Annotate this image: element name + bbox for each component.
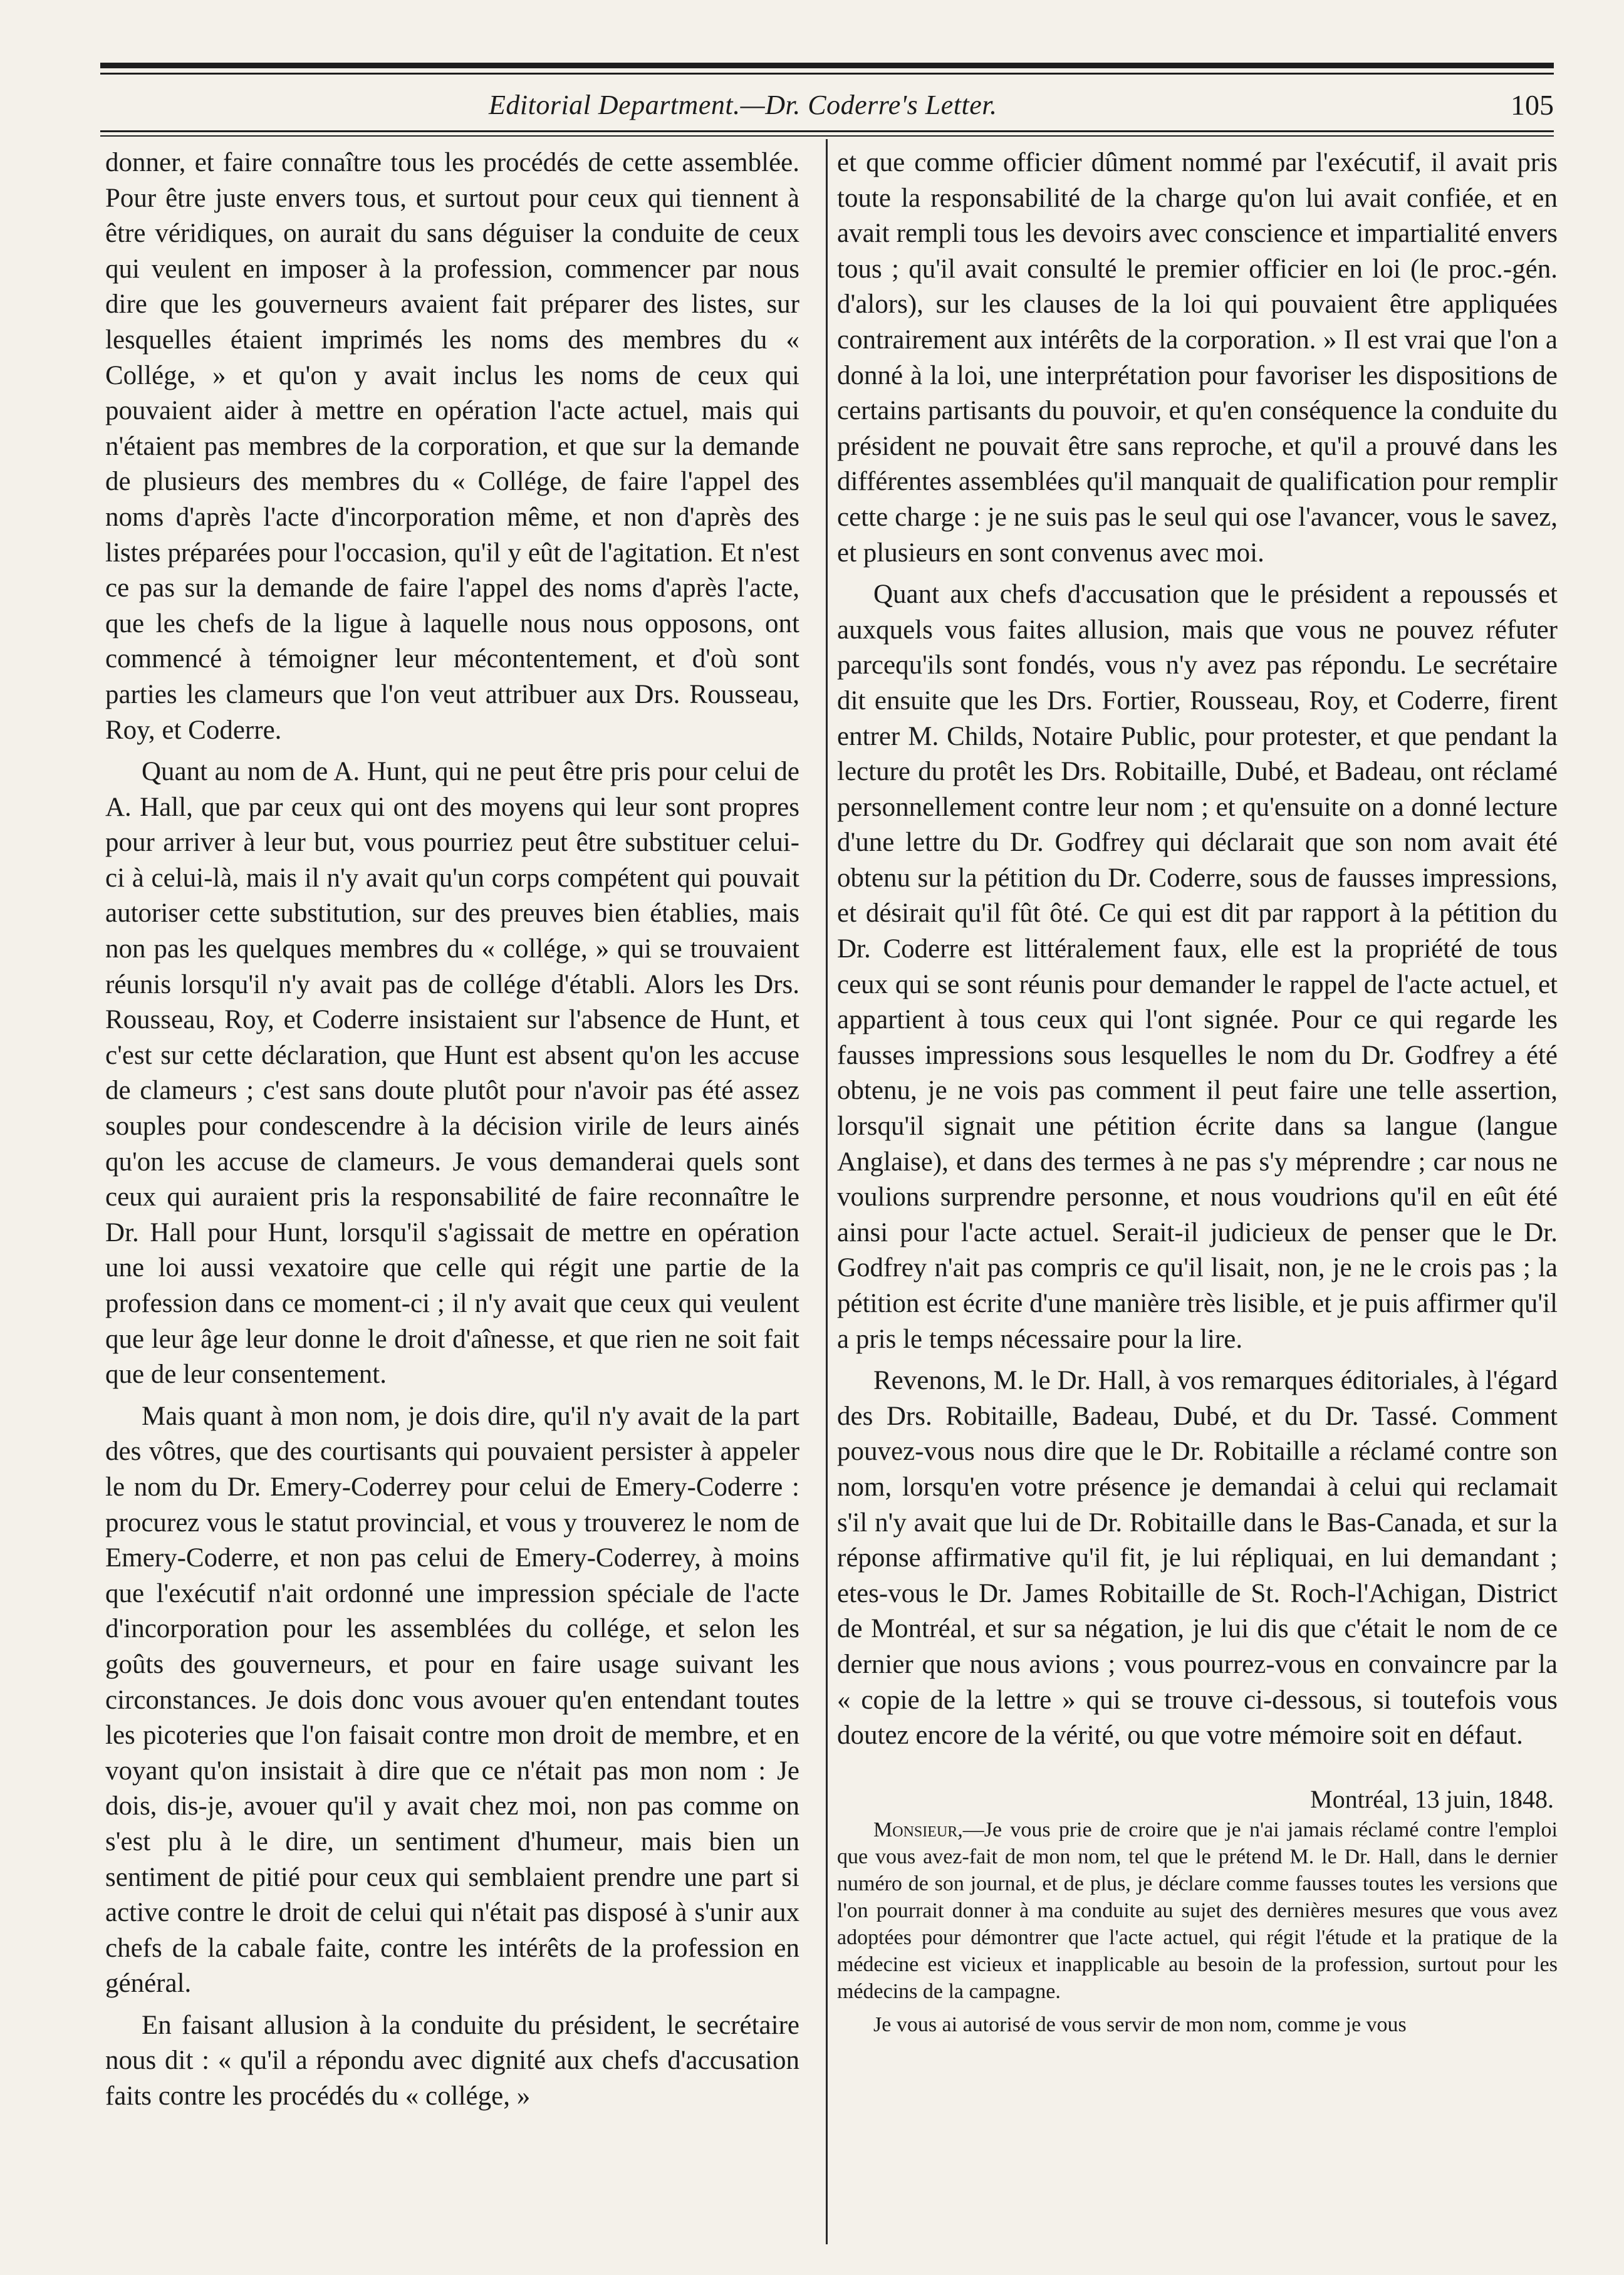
header-underline-thin xyxy=(100,135,1554,137)
letter-salutation: Monsieur, xyxy=(873,1818,963,1841)
running-header xyxy=(100,80,1554,130)
header-underline xyxy=(100,130,1554,132)
letter-body: —Je vous prie de croire que je n'ai jamais réclamé contre l'emploi que vous avez-fait de mon nom, tel que le prétend M. le Dr. Hall, dans le dernier numéro de son journal, et de plus, je déclare comme fausses toutes les versions que l'on pourrait donner à ma conduite au sujet des dernières mesures que vous avez adoptées pour démontrer que l'acte actuel, qui régit l'étude et la pratique de la médecine est vicieux et inapplicable au besoin de la profession, surtout pour les médecins de la campagne. xyxy=(837,1818,1558,2003)
header-rule-thin xyxy=(100,73,1554,75)
paragraph: Quant aux chefs d'accusation que le président a repoussés et auxquels vous faites allusion, mais que vous ne pouvez réfuter parcequ'ils sont fondés, vous n'y avez pas répondu. Le secrétaire dit ensuite que les Drs. Fortier, Rousseau, Roy, et Coderre, firent entrer M. Childs, Notaire Public, pour protester, et que pendant la lecture du protêt les Drs. Robitaille, Dubé, et Badeau, ont réclamé personnellement contre leur nom ; et qu'ensuite on a donné lecture d'une lettre du Dr. Godfrey qui déclarait que son nom avait été obtenu sur la pétition du Dr. Coderre, sous de fausses impressions, et désirait qu'il fût ôté. Ce qui est dit par rapport à la pétition du Dr. Coderre est littéralement faux, elle est la propriété de tous ceux qui se sont réunis pour demander le rappel de l'acte actuel, et appartient à tous ceux qui l'ont signée. Pour ce qui regarde les fausses impressions sous lesquelles le nom du Dr. Godfrey a été obtenu, je ne vois pas comment il peut faire une telle assertion, lorsqu'il signait une pétition écrite dans sa langue (langue Anglaise), et dans des termes à ne pas s'y méprendre ; car nous ne voulions surprendre personne, et nous voudrions qu'il en eût été ainsi pour l'acte actuel. Serait-il judicieux de penser que le Dr. Godfrey n'ait pas compris ce qu'il lisait, non, je ne le crois pas ; la pétition est écrite d'une manière très lisible, et je puis affirmer qu'il a pris le temps nécessaire pour la lire. xyxy=(837,580,1558,1354)
page-number: 105 xyxy=(1511,89,1554,121)
left-column xyxy=(105,145,799,2121)
letter-paragraph: Je vous ai autorisé de vous servir de mon nom, comme je vous xyxy=(873,2012,1407,2036)
column-divider xyxy=(826,139,828,2244)
paragraph: En faisant allusion à la conduite du président, le secrétaire nous dit : « qu'il a répondu avec dignité aux chefs d'accusation faits contre les procédés du « collége, » xyxy=(105,2010,799,2111)
paragraph: Revenons, M. le Dr. Hall, à vos remarques éditoriales, à l'égard des Drs. Robitaille, Badeau, Dubé, et du Dr. Tassé. Comment pouvez-vous nous dire que le Dr. Robitaille a réclamé contre son nom, lorsqu'en votre présence je demandai à celui qui reclamait s'il n'y avait que lui de Dr. Robitaille dans le Bas-Canada, et sur la réponse affirmative qu'il fit, je lui répliquai, en lui demandant ; etes-vous le Dr. James Robitaille de St. Roch-l'Achigan, District de Montréal, et sur sa négation, je lui dis que c'était le nom de ce dernier que nous avions ; vous pourrez-vous en convaincre par la « copie de la lettre » qui se trouve ci-dessous, si toutefois vous doutez encore de la vérité, ou que votre mémoire soit en défaut. xyxy=(837,1366,1558,1751)
running-title: Editorial Department.—Dr. Coderre's Letter. xyxy=(489,90,997,120)
letter-paragraph xyxy=(837,1816,1558,2005)
paragraph: et que comme officier dûment nommé par l'exécutif, il avait pris toute la responsabilité de la charge qu'on lui avait confiée, et en avait rempli tous les devoirs avec conscience et impartialité envers tous ; qu'il avait consulté le premier officier en loi (le proc.-gén. d'alors), sur les clauses de la loi qui pouvaient être appliquées contrairement aux intérêts de la corporation. » Il est vrai que l'on a donné à la loi, une interprétation pour favoriser les dispositions de certains partisants du pouvoir, et qu'en conséquence la conduite du président ne pouvait être sans reproche, et qu'il a prouvé dans les différentes assemblées qu'il manquait de qualification pour remplir cette charge : je ne suis pas le seul qui ose l'avancer, vous le savez, et plusieurs en sont convenus avec moi. xyxy=(837,148,1558,568)
paragraph: Mais quant à mon nom, je dois dire, qu'il n'y avait de la part des vôtres, que des courtisants qui pouvaient persister à appeler le nom du Dr. Emery-Coderrey pour celui de Emery-Coderre : procurez vous le statut provincial, et vous y trouverez le nom de Emery-Coderre, et non pas celui de Emery-Coderrey, à moins que l'exécutif n'ait ordonné une impression spéciale de l'acte d'incorporation pour les assemblées du collége, et selon les goûts des gouverneurs, et pour en faire usage suivant les circonstances. Je dois donc vous avouer qu'en entendant toutes les picoteries que l'on faisait contre mon droit de membre, et en voyant qu'on insistait à dire que ce n'était pas mon nom : Je dois, dis-je, avouer qu'il y avait chez moi, non pas comme on s'est plu à le dire, un sentiment d'humeur, mais bien un sentiment de pitié pour ceux qui semblaient prendre une part si active contre le droit de celui qui n'était pas disposé à s'unir aux chefs de la cabale faite, contre les intérêts de la profession en général. xyxy=(105,1401,799,1999)
right-column xyxy=(837,145,1558,2044)
letter-dateline: Montréal, 13 juin, 1848. xyxy=(1310,1784,1554,1813)
paragraph: Quant au nom de A. Hunt, qui ne peut être pris pour celui de A. Hall, que par ceux qui ont des moyens qui leur sont propres pour arriver à leur but, vous pourriez peut être substituer celui-ci à celui-là, mais il n'y avait qu'un corps compétent qui pouvait autoriser cette substitution, sur des preuves bien établies, mais non pas les quelques membres du « collége, » qui se trouvaient réunis lorsqu'il n'y avait pas de collége d'établi. Alors les Drs. Rousseau, Roy, et Coderre insistaient sur l'absence de Hunt, et c'est sur cette déclaration, que Hunt est absent qu'on les accuse de clameurs ; c'est sans doute plutôt pour n'avoir pas été assez souples pour condescendre à la décision virile de leurs ainés qu'on les accuse de clameurs. Je vous demanderai quels sont ceux qui auraient pris la responsabilité de faire reconnaître le Dr. Hall pour Hunt, lorsqu'il s'agissait de mettre en opération une loi aussi vexatoire que celle qui régit une partie de la profession dans ce moment-ci ; il n'y avait que ceux qui veulent que leur âge leur donne le droit d'aînesse, et que rien ne soit fait que de leur consentement. xyxy=(105,757,799,1390)
paragraph: donner, et faire connaître tous les procédés de cette assemblée. Pour être juste envers tous, et surtout pour ceux qui tiennent à être véridiques, on aurait du sans déguiser la conduite de ceux qui veulent en imposer à la profession, commencer par nous dire que les gouverneurs avaient fait préparer des listes, sur lesquelles étaient imprimés les noms des membres du « Collége, » et qu'on y avait inclus les noms de ceux qui pouvaient aider à mettre en opération l'acte actuel, mais qui n'étaient pas membres de la corporation, et que sur la demande de plusieurs des membres du « Collége, de faire l'appel des noms d'après l'acte d'incorporation même, et non d'après des listes préparées pour l'occasion, qu'il y eût de l'agitation. Et n'est ce pas sur la demande de faire l'appel des noms d'après l'acte, que les chefs de la ligue à laquelle nous nous opposons, ont commencé à témoigner leur mécontentement, et d'où sont parties les clameurs que l'on veut attribuer aux Drs. Rousseau, Roy, et Coderre. xyxy=(105,148,799,745)
header-rule-thick xyxy=(100,63,1554,68)
